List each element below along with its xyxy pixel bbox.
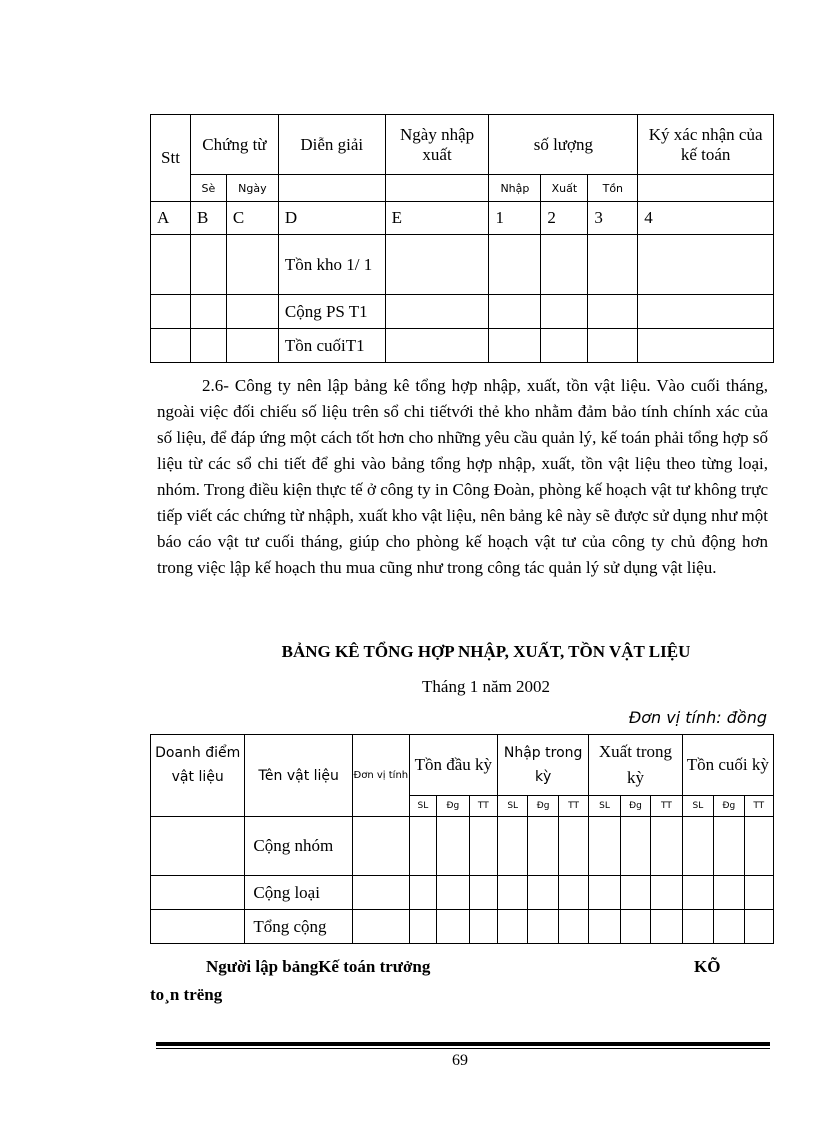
empty-cell bbox=[385, 175, 489, 202]
code-cell: A bbox=[151, 202, 191, 235]
body-paragraph bbox=[157, 373, 768, 581]
code-cell: B bbox=[190, 202, 226, 235]
table-row bbox=[151, 876, 774, 910]
row-label: Cộng PS T1 bbox=[278, 295, 385, 329]
footer-rule-thin bbox=[156, 1048, 770, 1049]
code-cell: D bbox=[278, 202, 385, 235]
subheader-qty: SL bbox=[497, 796, 527, 817]
code-cell: 2 bbox=[541, 202, 588, 235]
header-receipts: Nhập trong kỳ bbox=[497, 735, 588, 796]
summary-subtitle: Tháng 1 năm 2002 bbox=[422, 677, 550, 696]
subheader-qty: SL bbox=[682, 796, 713, 817]
page-number: 69 bbox=[452, 1052, 468, 1069]
subheader-total: TT bbox=[558, 796, 588, 817]
summary-title: BẢNG KÊ TỔNG HỢP NHẬP, XUẤT, TỒN VẬT LIỆU bbox=[281, 642, 691, 661]
code-cell: 4 bbox=[638, 202, 774, 235]
row-label: Tồn cuốiT1 bbox=[278, 329, 385, 363]
subheader-number: Sè bbox=[190, 175, 226, 202]
subheader-total: TT bbox=[651, 796, 682, 817]
subheader-price: Đg bbox=[620, 796, 650, 817]
table-row bbox=[151, 235, 774, 295]
table-row bbox=[151, 910, 774, 944]
subheader-qty: SL bbox=[409, 796, 436, 817]
header-description: Diễn giải bbox=[278, 115, 385, 175]
stock-ledger-table bbox=[150, 114, 774, 363]
header-uom: Đơn vị tính bbox=[352, 735, 409, 817]
table-row bbox=[151, 817, 774, 876]
header-issues: Xuất trong kỳ bbox=[589, 735, 682, 796]
unit-label: Đơn vị tính: đồng bbox=[628, 708, 767, 727]
subheader-price: Đg bbox=[714, 796, 744, 817]
summary-table bbox=[150, 734, 774, 944]
header-opening: Tồn đầu kỳ bbox=[409, 735, 497, 796]
subheader-in: Nhập bbox=[489, 175, 541, 202]
footer-rule-thick bbox=[156, 1042, 770, 1046]
header-category: Doanh điểm vật liệu bbox=[151, 735, 245, 817]
paragraph-text: 2.6- Công ty nên lập bảng kê tổng hợp nhập, xuất, tồn vật liệu. Vào cuối tháng, ngoài việc đối chiếu số liệu trên sổ chi tiếtvới thẻ kho nhằm đảm bảo tính chính xác của số liệu, để đáp ứng một cách tốt hơn cho những yêu cầu quản lý, kế toán phải tổng hợp số liệu từ các sổ chi tiết để ghi vào bảng tổng hợp nhập, xuất, tồn vật liệu theo từng loại, nhóm. Trong điều kiện thực tế ở công ty in Công Đoàn, phòng kế hoạch vật tư không trực tiếp viết các chứng từ nhậph, xuất kho vật liệu, nên bảng kê này sẽ được sử dụng như một báo cáo vật tư cuối tháng, giúp cho phòng kế hoạch vật tư của công ty chủ động hơn trong việc lập kế hoạch thu mua cũng như trong công tác quản lý sử dụng vật liệu. bbox=[157, 376, 768, 577]
code-cell: C bbox=[226, 202, 278, 235]
header-closing: Tồn cuối kỳ bbox=[682, 735, 773, 796]
row-label: Cộng loại bbox=[245, 876, 353, 910]
signature-right: KÕ bbox=[694, 957, 721, 976]
subheader-price: Đg bbox=[528, 796, 558, 817]
header-name: Tên vật liệu bbox=[245, 735, 353, 817]
subheader-stock: Tồn bbox=[588, 175, 638, 202]
subheader-out: Xuất bbox=[541, 175, 588, 202]
code-cell: 3 bbox=[588, 202, 638, 235]
header-stt: Stt bbox=[151, 115, 191, 202]
subheader-total: TT bbox=[744, 796, 773, 817]
subheader-date: Ngày bbox=[226, 175, 278, 202]
code-cell: E bbox=[385, 202, 489, 235]
row-label: Tồn kho 1/ 1 bbox=[278, 235, 385, 295]
subheader-price: Đg bbox=[437, 796, 469, 817]
table-row bbox=[151, 329, 774, 363]
header-quantity: số lượng bbox=[489, 115, 638, 175]
header-voucher: Chứng từ bbox=[190, 115, 278, 175]
header-signature: Ký xác nhận của kế toán bbox=[638, 115, 774, 175]
signature-continued: to¸n trëng bbox=[150, 985, 223, 1004]
code-cell: 1 bbox=[489, 202, 541, 235]
table-row bbox=[151, 295, 774, 329]
row-label: Tổng cộng bbox=[245, 910, 353, 944]
empty-cell bbox=[278, 175, 385, 202]
row-label: Cộng nhóm bbox=[245, 817, 353, 876]
subheader-total: TT bbox=[469, 796, 497, 817]
subheader-qty: SL bbox=[589, 796, 620, 817]
header-date: Ngày nhập xuất bbox=[385, 115, 489, 175]
empty-cell bbox=[638, 175, 774, 202]
signature-preparer: Người lập bảngKế toán trưởng bbox=[206, 957, 431, 976]
